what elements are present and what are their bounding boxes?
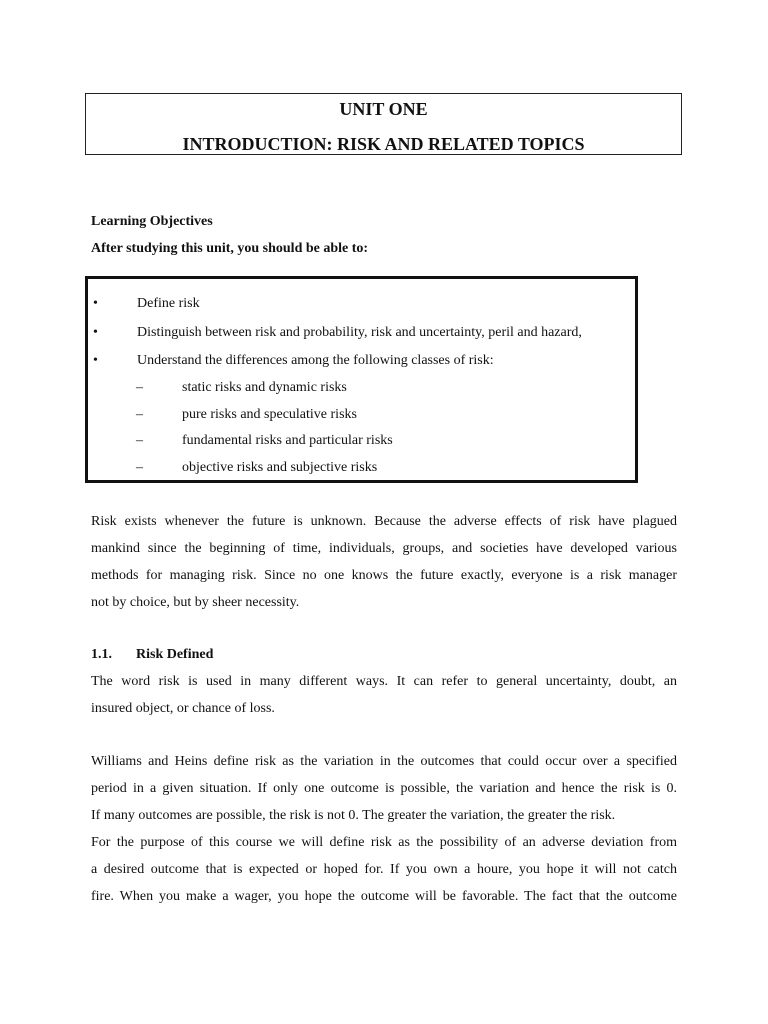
unit-title-heading: INTRODUCTION: RISK AND RELATED TOPICS	[182, 134, 585, 154]
williams-heins-paragraph	[91, 748, 677, 910]
learning-objectives-heading: Learning Objectives	[91, 214, 213, 229]
risk-class-text: objective risks and subjective risks	[182, 460, 378, 475]
paragraph-line: The word risk is used in many different ways. It can refer to general uncertainty, doubt, an	[91, 674, 677, 689]
paragraph-line: Williams and Heins define risk as the variation in the outcomes that could occur over a specified	[91, 754, 677, 769]
intro-paragraph	[91, 508, 677, 616]
paragraph-line: not by choice, but by sheer necessity.	[91, 595, 300, 610]
paragraph-line: insured object, or chance of loss.	[91, 701, 275, 716]
risk-class-text: pure risks and speculative risks	[182, 407, 357, 422]
paragraph-line: methods for managing risk. Since no one knows the future exactly, everyone is a risk manager	[91, 568, 677, 583]
paragraph-line: If many outcomes are possible, the risk is not 0. The greater the variation, the greater the risk.	[91, 808, 616, 823]
objective-text: Distinguish between risk and probability, risk and uncertainty, peril and hazard,	[137, 325, 582, 340]
section-title: Risk Defined	[136, 647, 214, 662]
dash-icon: –	[136, 433, 143, 448]
dash-icon: –	[136, 407, 143, 422]
paragraph-line: fire. When you make a wager, you hope the outcome will be favorable. The fact that the outcome	[91, 889, 677, 904]
bullet-icon: •	[93, 353, 98, 368]
definition-paragraph	[91, 668, 677, 722]
paragraph-line: Risk exists whenever the future is unknown. Because the adverse effects of risk have plagued	[91, 514, 677, 529]
section-number: 1.1.	[91, 647, 112, 662]
unit-title-box	[85, 93, 682, 155]
objective-text: Define risk	[137, 296, 200, 311]
risk-class-text: fundamental risks and particular risks	[182, 433, 393, 448]
unit-number-heading: UNIT ONE	[339, 99, 428, 119]
paragraph-line: a desired outcome that is expected or hoped for. If you own a houre, you hope it will not catch	[91, 862, 677, 877]
paragraph-line: mankind since the beginning of time, individuals, groups, and societies have developed various	[91, 541, 677, 556]
risk-class-text: static risks and dynamic risks	[182, 380, 347, 395]
objective-text: Understand the differences among the following classes of risk:	[137, 353, 494, 368]
learning-objectives-subheading: After studying this unit, you should be able to:	[91, 241, 369, 256]
bullet-icon: •	[93, 296, 98, 311]
paragraph-line: For the purpose of this course we will define risk as the possibility of an adverse deviation from	[91, 835, 677, 850]
dash-icon: –	[136, 460, 143, 475]
bullet-icon: •	[93, 325, 98, 340]
objectives-box	[85, 276, 638, 483]
dash-icon: –	[136, 380, 143, 395]
paragraph-line: period in a given situation. If only one outcome is possible, the variation and hence the risk is 0.	[91, 781, 677, 796]
